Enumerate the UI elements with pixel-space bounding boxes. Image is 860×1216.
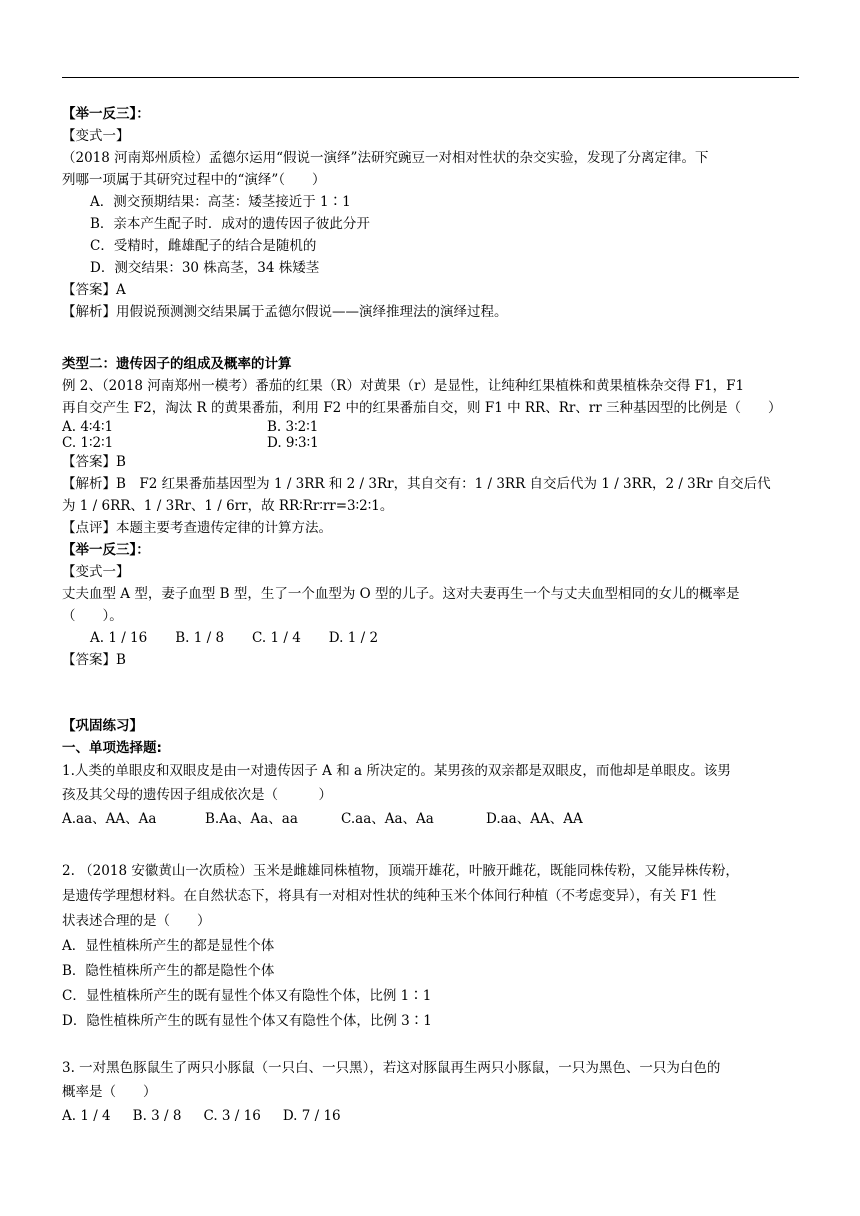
q1-line: 1.人类的单眼皮和双眼皮是由一对遗传因子 A 和 a 所决定的。某男孩的双亲都是双眼皮，而他却是单眼皮。该男 bbox=[62, 763, 731, 779]
comment: 【点评】本题主要考查遗传定律的计算方法。 bbox=[62, 520, 332, 536]
option-b: B. 1 / 8 bbox=[175, 630, 225, 646]
option-c: C. 3 / 16 bbox=[203, 1108, 261, 1124]
option-d: D.aa、AA、AA bbox=[486, 811, 583, 827]
options-row bbox=[62, 419, 799, 435]
analysis: 【解析】用假说预测测交结果属于孟德尔假说——演绎推理法的演绎过程。 bbox=[62, 304, 508, 320]
option-d: D．隐性植株所产生的既有显性个体又有隐性个体，比例 3∶1 bbox=[62, 1013, 432, 1029]
option-c: C.aa、Aa、Aa bbox=[341, 811, 434, 827]
q1-line: 孩及其父母的遗传因子组成依次是（ ） bbox=[62, 787, 332, 803]
options-row bbox=[62, 435, 799, 451]
q2-line: 是遗传学理想材料。在自然状态下，将具有一对相对性状的纯种玉米个体间行种植（不考虑变异），有关 F1 性 bbox=[62, 888, 717, 904]
variant-line: （ ）。 bbox=[62, 608, 123, 624]
example-line: 例 2、（2018 河南郑州一模考）番茄的红果（R）对黄果（r）是显性，让纯种红果植株和黄果植株杂交得 F1，F1 bbox=[62, 378, 745, 394]
example-line: 再自交产生 F2，淘汰 R 的黄果番茄，利用 F2 中的红果番茄自交，则 F1 中 RR、Rr、rr 三种基因型的比例是（ ） bbox=[62, 400, 782, 416]
question-line: 列哪一项属于其研究过程中的“演绎”（ ） bbox=[62, 172, 326, 188]
option-c: C. 1 / 4 bbox=[252, 630, 301, 646]
option-a: A．测交预期结果：高茎：矮茎接近于 1∶1 bbox=[90, 194, 351, 210]
option-b: B. 3∶2∶1 bbox=[267, 419, 319, 435]
answer: 【答案】B bbox=[62, 652, 126, 668]
section2-heading: 【举一反三】： bbox=[62, 542, 150, 558]
q2-line: 2. （2018 安徽黄山一次质检）玉米是雌雄同株植物，顶端开雄花，叶腋开雌花，既能同株传粉，又能异株传粉， bbox=[62, 863, 739, 879]
option-b: B. 3 / 8 bbox=[132, 1108, 182, 1124]
option-a: A. 1 / 4 bbox=[62, 1108, 111, 1124]
option-d: D．测交结果：30 株高茎，34 株矮茎 bbox=[90, 260, 320, 276]
practice-subheading: 一、单项选择题: bbox=[62, 740, 162, 756]
answer: 【答案】A bbox=[62, 282, 126, 298]
option-c: C．受精时，雌雄配子的结合是随机的 bbox=[90, 238, 317, 254]
question-line: （2018 河南郑州质检）孟德尔运用“假说一演绎”法研究豌豆一对相对性状的杂交实验，发现了分离定律。下 bbox=[62, 150, 709, 166]
section1-heading: 【举一反三】： bbox=[62, 106, 150, 122]
option-d: D. 1 / 2 bbox=[328, 630, 379, 646]
answer: 【答案】B bbox=[62, 454, 126, 470]
q2-line: 状表述合理的是（ ） bbox=[62, 913, 211, 929]
practice-heading: 【巩固练习】 bbox=[62, 718, 143, 734]
option-a: A. 4∶4∶1 bbox=[62, 419, 114, 435]
header-rule bbox=[62, 77, 799, 78]
document-body bbox=[62, 103, 799, 1128]
option-a: A. 1 / 16 bbox=[90, 630, 148, 646]
option-b: B．隐性植株所产生的都是隐性个体 bbox=[62, 963, 275, 979]
variant-options bbox=[62, 627, 799, 649]
analysis-line: 【解析】B F2 红果番茄基因型为 1 / 3RR 和 2 / 3Rr，其自交有：1 / 3RR 自交后代为 1 / 3RR，2 / 3Rr 自交后代 bbox=[62, 476, 771, 492]
q1-options bbox=[62, 807, 799, 831]
variant-line: 丈夫血型 A 型，妻子血型 B 型，生了一个血型为 O 型的儿子。这对夫妻再生一个与丈夫血型相同的女儿的概率是 bbox=[62, 586, 740, 602]
q3-options bbox=[62, 1104, 799, 1128]
q3-line: 概率是（ ） bbox=[62, 1084, 157, 1100]
option-d: D. 9∶3∶1 bbox=[267, 435, 319, 451]
variant-label: 【变式一】 bbox=[62, 128, 130, 144]
option-a: A.aa、AA、Aa bbox=[62, 811, 157, 827]
analysis-line: 为 1 / 6RR、1 / 3Rr、1 / 6rr，故 RR∶Rr∶rr=3∶2∶1。 bbox=[62, 498, 394, 514]
variant-label: 【变式一】 bbox=[62, 564, 130, 580]
option-c: C．显性植株所产生的既有显性个体又有隐性个体，比例 1∶1 bbox=[62, 988, 432, 1004]
option-b: B.Aa、Aa、aa bbox=[205, 811, 298, 827]
option-d: D. 7 / 16 bbox=[282, 1108, 341, 1124]
option-c: C. 1∶2∶1 bbox=[62, 435, 114, 451]
option-a: A．显性植株所产生的都是显性个体 bbox=[62, 938, 275, 954]
option-b: B．亲本产生配子时．成对的遗传因子彼此分开 bbox=[90, 216, 370, 232]
q3-line: 3. 一对黑色豚鼠生了两只小豚鼠（一只白、一只黑），若这对豚鼠再生两只小豚鼠，一只为黑色、一只为白色的 bbox=[62, 1060, 721, 1076]
section2-title: 类型二：遗传因子的组成及概率的计算 bbox=[62, 356, 292, 372]
